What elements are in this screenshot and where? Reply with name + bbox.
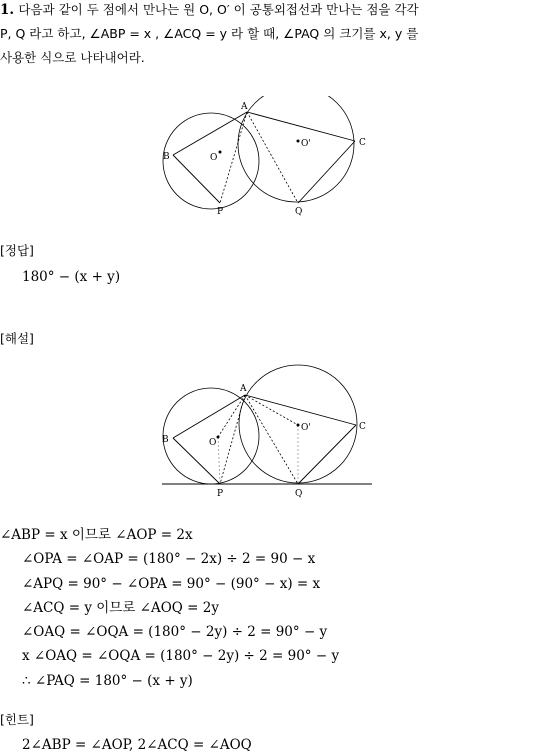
hint-value: 2∠ABP = ∠AOP, 2∠ACQ = ∠AOQ	[22, 737, 252, 753]
center-o-dot	[217, 436, 220, 439]
explanation-figure	[160, 360, 380, 502]
explanation-line-7: ∴ ∠PAQ = 180° − (x + y)	[22, 673, 193, 689]
segment-op	[218, 437, 220, 484]
segment-ao	[218, 395, 245, 437]
label-o: O	[210, 153, 218, 163]
label-o-prime: O'	[301, 423, 311, 433]
explanation-line-2: ∠OPA = ∠OAP = (180° − 2x) ÷ 2 = 90 − x	[22, 551, 316, 567]
segment-ac	[245, 395, 356, 425]
explanation-line-3: ∠APQ = 90° − ∠OPA = 90° − (90° − x) = x	[22, 576, 321, 592]
circle-o	[163, 388, 259, 484]
segment-ab	[173, 112, 247, 155]
label-p: P	[217, 207, 224, 217]
label-b: B	[163, 152, 170, 162]
center-o-prime-dot	[297, 424, 300, 427]
problem-line-2: P, Q 라고 하고, ∠ABP = x , ∠ACQ = y 라 할 때, ∠PAQ 의 크기를 x, y 를	[0, 26, 419, 41]
label-q: Q	[295, 489, 303, 499]
segment-ac	[247, 112, 355, 141]
label-q: Q	[295, 207, 303, 217]
label-p: P	[217, 489, 224, 499]
problem-number: 1.	[0, 2, 15, 18]
center-o-dot	[219, 151, 222, 154]
label-a: A	[241, 102, 248, 112]
problem-line-3: 사용한 식으로 나타내어라.	[0, 50, 145, 65]
explanation-header: [해설]	[0, 331, 34, 346]
label-o: O	[209, 438, 217, 448]
label-a: A	[240, 384, 247, 394]
label-b: B	[162, 435, 169, 445]
label-c: C	[359, 138, 366, 148]
explanation-line-6: x ∠OAQ = ∠OQA = (180° − 2y) ÷ 2 = 90° − y	[22, 648, 340, 664]
center-o-prime-dot	[297, 140, 300, 143]
label-o-prime: O'	[301, 139, 311, 149]
explanation-line-1: ∠ABP = x 이므로 ∠AOP = 2x	[0, 527, 193, 543]
segment-aq	[247, 112, 298, 203]
label-c: C	[359, 422, 366, 432]
segment-ao-prime	[245, 395, 298, 425]
problem-figure	[160, 96, 380, 221]
hint-header: [힌트]	[0, 712, 34, 727]
circle-o-prime	[238, 96, 354, 202]
explanation-line-4: ∠ACQ = y 이므로 ∠AOQ = 2y	[22, 600, 219, 616]
answer-value: 180° − (x + y)	[22, 269, 121, 285]
problem-text-1: 다음과 같이 두 점에서 만나는 원 O, O′ 이 공통외접선과 만나는 점을 각각	[18, 2, 419, 17]
segment-aq	[245, 395, 298, 484]
answer-header: [정답]	[0, 243, 34, 258]
explanation-line-5: ∠OAQ = ∠OQA = (180° − 2y) ÷ 2 = 90° − y	[22, 624, 328, 640]
segment-ab	[173, 395, 245, 438]
problem-line-1	[0, 0, 419, 20]
